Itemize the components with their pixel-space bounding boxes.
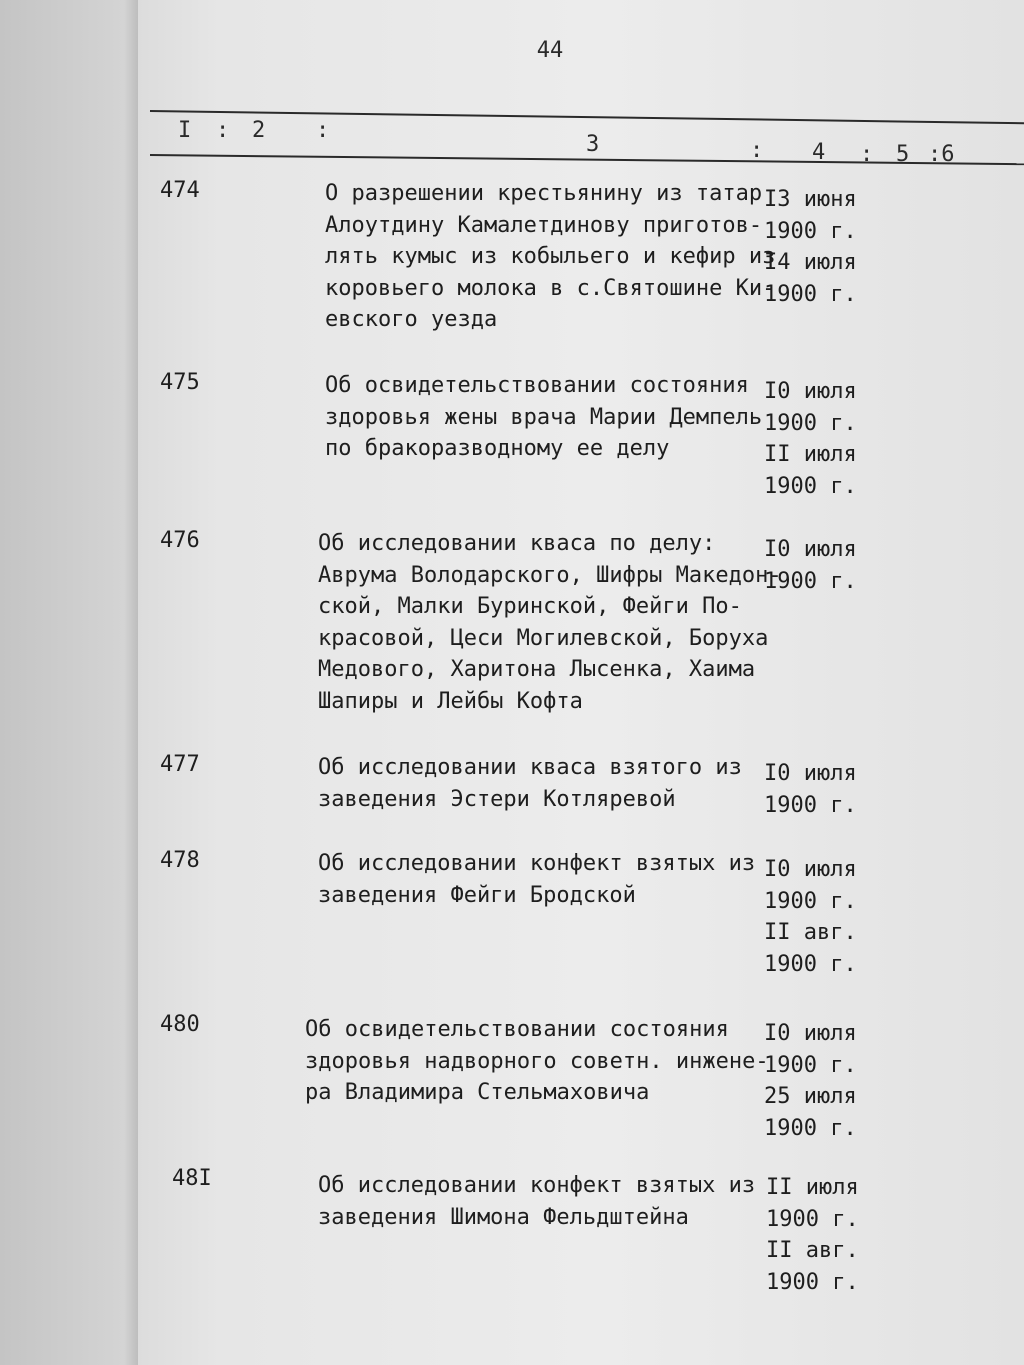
entry-description <box>305 1014 769 1109</box>
entry-number: 478 <box>160 848 200 873</box>
date-line: II июля <box>764 442 857 467</box>
date-line: 1900 г. <box>766 1269 859 1295</box>
description-line: коровьего молока в с.Святошине Ки- <box>325 275 776 301</box>
entry-dates <box>766 1172 876 1298</box>
entry-dates <box>764 376 874 502</box>
description-line: Об исследовании конфект взятых из <box>318 851 756 876</box>
date-line: I3 июня <box>764 187 857 212</box>
description-line: Об исследовании конфект взятых из <box>318 1173 756 1198</box>
column-header-5: 5 <box>896 142 910 167</box>
description-line: Медового, Харитона Лысенка, Хаима <box>318 657 756 682</box>
date-line: 1900 г. <box>764 1115 857 1141</box>
date-line: 1900 г. <box>764 218 857 244</box>
description-line: ской, Малки Буринской, Фейги По- <box>318 594 742 619</box>
description-line: Аврума Володарского, Шифры Македон- <box>318 562 782 588</box>
date-line: II авг. <box>766 1238 859 1263</box>
description-line: евского уезда <box>325 307 498 332</box>
date-line: II июля <box>766 1175 859 1200</box>
entry-description <box>318 848 778 911</box>
entry-number: 475 <box>160 370 200 395</box>
entry-dates <box>764 1018 874 1144</box>
date-line: 1900 г. <box>764 951 857 977</box>
entry-number: 480 <box>160 1012 200 1037</box>
description-line: Алоутдину Камалетдинову приготов- <box>325 212 763 238</box>
description-line: О разрешении крестьянину из татар <box>325 181 763 206</box>
description-line: заведения Фейги Бродской <box>318 882 636 908</box>
date-line: 1900 г. <box>764 473 857 499</box>
date-line: 25 июля <box>764 1084 857 1109</box>
column-separator: : <box>316 118 330 143</box>
entry-description <box>325 178 785 336</box>
description-line: Об освидетельствовании состояния <box>325 373 749 398</box>
entry-description <box>325 370 785 465</box>
date-line: I4 июля <box>764 250 857 275</box>
description-line: Шапиры и Лейбы Кофта <box>318 688 583 714</box>
description-line: лять кумыс из кобыльего и кефир из <box>325 244 776 269</box>
description-line: ра Владимира Стельмаховича <box>305 1080 650 1105</box>
date-line: 1900 г. <box>764 1052 857 1078</box>
entry-number: 477 <box>160 752 200 777</box>
entry-number: 474 <box>160 178 200 203</box>
column-header-3: 3 <box>586 132 600 157</box>
date-line: 1900 г. <box>766 1206 859 1232</box>
date-line: I0 июля <box>764 379 857 404</box>
page-number: 44 <box>536 38 564 63</box>
column-header-1: I <box>178 118 192 143</box>
column-separator: : <box>750 138 764 163</box>
description-line: Об освидетельствовании состояния <box>305 1017 729 1042</box>
description-line: заведения Эстери Котляревой <box>318 786 676 812</box>
entry-dates <box>764 758 874 821</box>
description-line: по бракоразводному ее делу <box>325 436 670 461</box>
column-header-2: 2 <box>252 118 266 143</box>
entry-dates <box>764 854 874 980</box>
date-line: 1900 г. <box>764 410 857 436</box>
date-line: 1900 г. <box>764 568 857 594</box>
date-line: 1900 г. <box>764 281 857 307</box>
column-header-4: 4 <box>812 140 826 165</box>
entry-description <box>318 752 778 815</box>
entry-number: 48I <box>172 1166 212 1191</box>
entry-number: 476 <box>160 528 200 553</box>
date-line: II авг. <box>764 920 857 945</box>
date-line: I0 июля <box>764 537 857 562</box>
column-separator: : <box>860 142 874 167</box>
description-line: Об исследовании кваса по делу: <box>318 531 716 556</box>
date-line: I0 июля <box>764 761 857 786</box>
column-separator: : <box>216 118 230 143</box>
description-line: здоровья жены врача Марии Демпель <box>325 404 763 430</box>
date-line: 1900 г. <box>764 888 857 914</box>
date-line: I0 июля <box>764 857 857 882</box>
date-line: I0 июля <box>764 1021 857 1046</box>
date-line: 1900 г. <box>764 792 857 818</box>
entry-description <box>318 1170 778 1233</box>
description-line: здоровья надворного советн. инжене- <box>305 1048 769 1074</box>
description-line: красовой, Цеси Могилевской, Боруха <box>318 625 769 651</box>
entry-dates <box>764 184 874 310</box>
entry-description <box>318 528 782 717</box>
entry-dates <box>764 534 874 597</box>
description-line: Об исследовании кваса взятого из <box>318 755 742 780</box>
column-header-6: :6 <box>928 142 955 167</box>
description-line: заведения Шимона Фельдштейна <box>318 1204 689 1230</box>
